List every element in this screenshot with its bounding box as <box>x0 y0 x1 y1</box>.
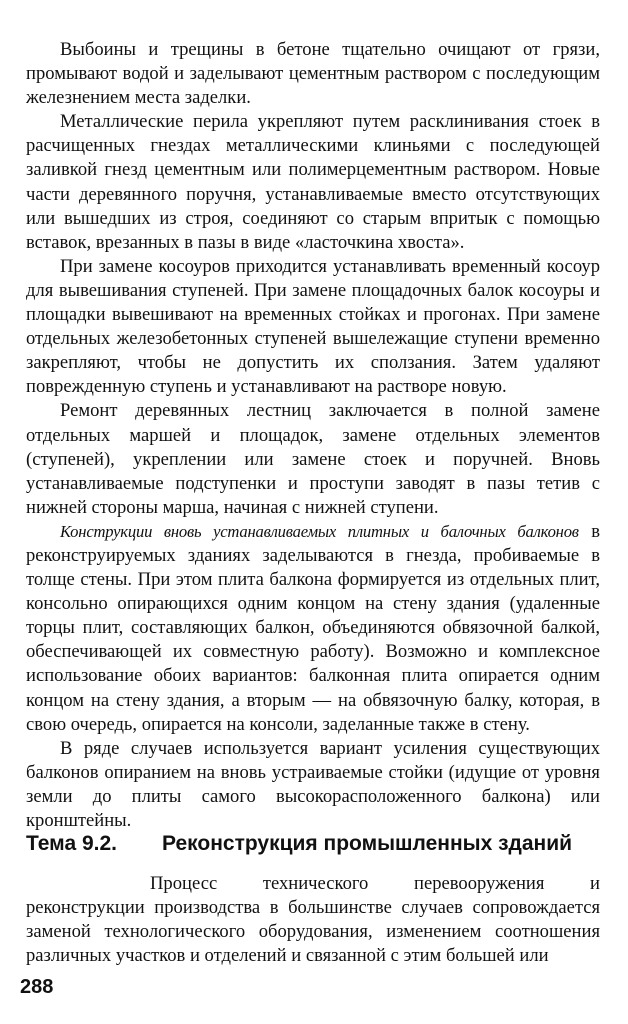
paragraph-body: в реконструируемых зданиях заделываются в гнезда, пробиваемые в толще стены. При этом плита балкона формируется из отдельных плит, консольно опирающихся одним концом на стену здания (удаленные торцы плит, составляющих балкон, объединяются обвязочной балкой, обеспечивающей их совместную работу). Возможно и комплексное использование обоих вариантов: балконная плита опирается одним концом на стену здания, а вторым — на обвязочную балку, которая, в свою очередь, опирается на консоли, заделанные также в стену. <box>26 520 600 735</box>
paragraph: Выбоины и трещины в бетоне тщательно очищают от грязи, промывают водой и заделывают цементным раствором с последующим железнением места заделки. <box>26 39 600 109</box>
italic-lead: Конструкции вновь устанавливаемых плитных и балочных балконов <box>60 521 579 541</box>
page-number: 288 <box>20 976 54 998</box>
paragraph: Ремонт деревянных лестниц заключается в полной замене отдельных маршей и площадок, замене отдельных элементов (ступеней), укреплении или замене стоек и поручней. Вновь устанавливаемые подступенки и проступи заводят в пазы тетив с нижней стороны марша, начиная с нижней ступени. <box>26 400 600 518</box>
paragraph <box>26 520 600 737</box>
paragraph: В ряде случаев используется вариант усиления существующих балконов опиранием на вновь устраиваемые стойки (идущие от уровня земли до плиты самого высокорасположенного балкона) или кронштейны. <box>26 737 600 831</box>
paragraph: При замене косоуров приходится устанавливать временный косоур для вывешивания ступеней. При замене площадочных балок косоуры и площадки вывешивают на временных стойках и прогонах. При замене отдельных железобетонных ступеней вышележащие ступени временно закрепляют, чтобы не допустить их сползания. Затем удаляют поврежденную ступень и устанавливают на растворе новую. <box>26 255 600 398</box>
section-number: Тема 9.2. <box>26 832 117 855</box>
paragraph: Процесс технического перевооружения и реконструкции производства в большинстве случаев сопровождается заменой технологического оборудования, изменением соотношения различных участков и отделений и связанной с этим большей или <box>26 873 600 967</box>
section-body <box>26 872 600 968</box>
section-title: Реконструкция промышленных зданий <box>162 832 573 855</box>
section-heading <box>26 831 600 857</box>
body-text <box>26 38 600 833</box>
paragraph: Металлические перила укрепляют путем расклинивания стоек в расчищенных гнездах металлическими клиньями с последующей заливкой гнезд цементным или полимерцементным раствором. Новые части деревянного поручня, устанавливаемые вместо отсутствующих или вышедших из строя, соединяют со старым впритык с помощью вставок, врезанных в пазы в виде «ласточкина хвоста». <box>26 111 600 253</box>
